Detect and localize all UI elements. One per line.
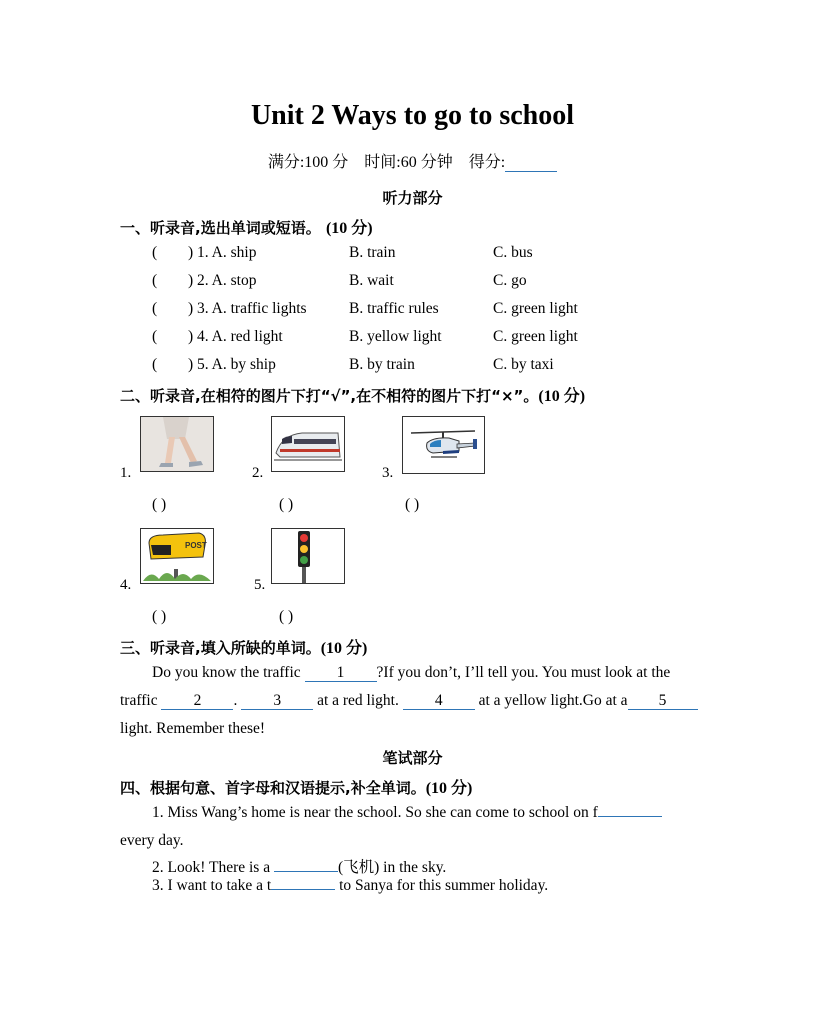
option-b: B. yellow light [349,328,442,345]
blank-1[interactable]: 1 [305,664,377,682]
option-c: C. green light [493,300,578,317]
blank-5[interactable]: 5 [628,692,698,710]
list-item: ( ) 3. A. traffic lights [152,300,307,317]
question-1-cont: every day. [120,832,184,849]
blank-q2[interactable] [274,871,338,872]
section1-heading: 一、听录音,选出单词或短语。 (10 分) [120,219,373,237]
mailbox-text: POST [185,541,207,550]
section4-heading: 四、根据句意、首字母和汉语提示,补全单词。(10 分) [120,779,473,797]
section3-heading: 三、听录音,填入所缺的单词。(10 分) [120,639,368,657]
list-item: ( ) 2. A. stop [152,272,257,289]
blank-2[interactable]: 2 [161,692,233,710]
passage-line-2: traffic 2 . 3 at a red light. 4 at a yellow light.Go at a 5 [120,692,698,710]
page-title: Unit 2 Ways to go to school [250,100,575,131]
option-b: B. traffic rules [349,300,439,317]
mailbox-image [140,528,214,584]
listening-part-title: 听力部分 [382,189,443,207]
time-limit: 时间:60 分钟 [364,154,453,171]
blank-3[interactable]: 3 [241,692,313,710]
blank-q1[interactable] [598,816,662,817]
answer-paren-2[interactable]: ( ) [279,496,294,513]
answer-paren-3[interactable]: ( ) [405,496,420,513]
list-item: ( ) 5. A. by ship [152,356,276,373]
option-c: C. green light [493,328,578,345]
writing-part-title: 笔试部分 [382,749,443,767]
option-b: B. wait [349,272,394,289]
helicopter-image [402,416,485,474]
passage-line-3: light. Remember these! [120,720,266,737]
list-item: ( ) 1. A. ship [152,244,257,261]
question-2: 2. Look! There is a (飞机) in the sky. [152,859,447,876]
option-c: C. go [493,272,527,289]
picture-label-2: 2. [252,465,264,481]
passage-line-1: Do you know the traffic 1 ?If you don’t, I’ll tell you. You must look at the [152,664,671,681]
list-item: ( ) 4. A. red light [152,328,283,345]
train-image [271,416,345,472]
option-b: B. by train [349,356,415,373]
answer-paren-1[interactable]: ( ) [152,496,167,513]
option-b: B. train [349,244,396,261]
picture-label-3: 3. [382,465,394,481]
option-c: C. by taxi [493,356,554,373]
blank-4[interactable]: 4 [403,692,475,710]
question-1: 1. Miss Wang’s home is near the school. So she can come to school on f [152,804,662,822]
full-score: 满分:100 分 [267,154,349,171]
answer-paren-4[interactable]: ( ) [152,608,167,625]
picture-label-1: 1. [120,465,132,481]
question-3: 3. I want to take a t to Sanya for this summer holiday. [152,877,549,894]
option-c: C. bus [493,244,533,261]
score-label: 得分: [468,154,506,171]
blank-q3[interactable] [271,889,335,890]
section2-heading: 二、听录音,在相符的图片下打“√”,在不相符的图片下打“×”。(10 分) [120,387,586,405]
picture-label-4: 4. [120,577,132,593]
answer-paren-5[interactable]: ( ) [279,608,294,625]
exam-info [0,149,825,172]
picture-label-5: 5. [254,577,266,593]
score-blank[interactable] [505,155,557,172]
walking-legs-image [140,416,214,472]
traffic-light-image [271,528,345,584]
